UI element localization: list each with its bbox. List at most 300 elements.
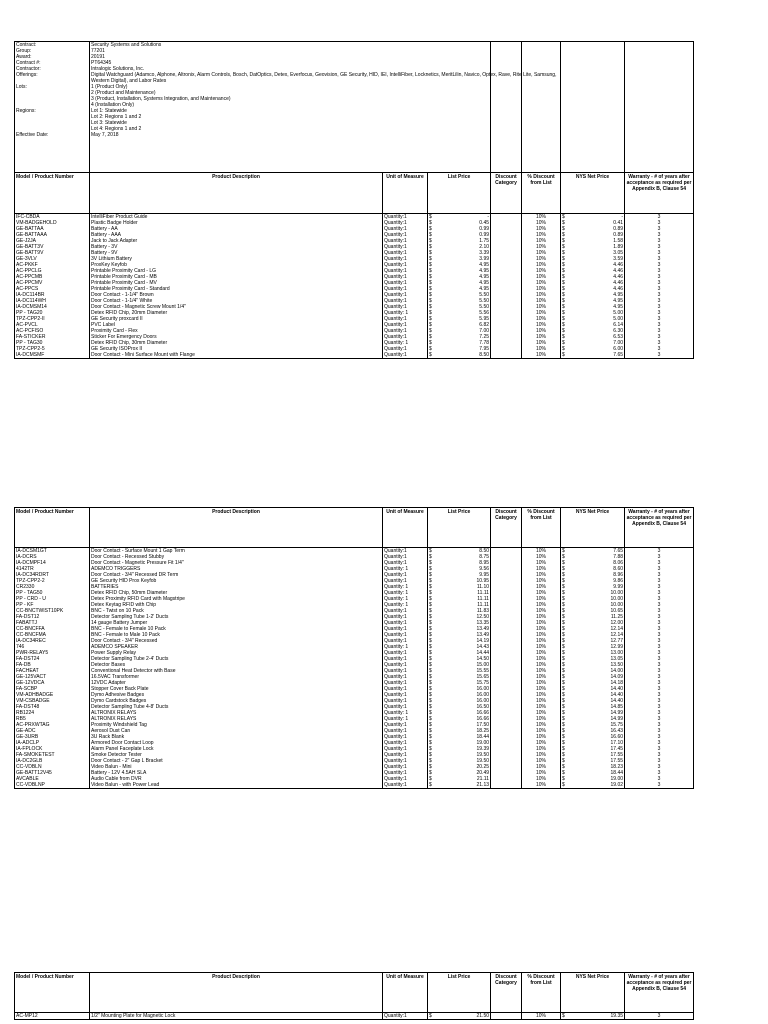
lot-4: 4 (Installation Only) xyxy=(91,102,135,108)
pct-discount: 10% xyxy=(522,280,561,286)
product-description: Smoke Detector Tester xyxy=(90,752,383,758)
list-price: 7.78 xyxy=(479,339,490,346)
net-price-currency: $ xyxy=(561,328,568,334)
net-price: 14.18 xyxy=(610,680,624,686)
net-price-currency: $ xyxy=(561,692,568,698)
net-price: 4.46 xyxy=(613,279,624,286)
unit-of-measure: Quantity:1 xyxy=(383,238,428,244)
warranty-years: 3 xyxy=(625,668,694,674)
list-price: 0.99 xyxy=(479,225,490,232)
label-regions: Regions: xyxy=(16,108,36,114)
pct-discount: 10% xyxy=(522,638,561,644)
pct-discount: 10% xyxy=(522,352,561,359)
pct-discount: 10% xyxy=(522,226,561,232)
list-price-currency: $ xyxy=(428,286,435,292)
list-price-currency: $ xyxy=(428,250,435,256)
list-price-currency: $ xyxy=(428,268,435,274)
unit-of-measure: Quantity: 1 xyxy=(383,716,428,722)
net-price-currency: $ xyxy=(561,280,568,286)
price-list-section-2 xyxy=(14,507,693,789)
model-number: FA-DST48 xyxy=(16,704,40,710)
list-price: - xyxy=(487,213,490,220)
net-price: 9.99 xyxy=(613,584,624,590)
list-price-currency: $ xyxy=(428,584,435,590)
unit-of-measure: Quantity:1 xyxy=(383,728,428,734)
net-price: 8.60 xyxy=(613,566,624,572)
list-price-currency: $ xyxy=(428,328,435,334)
model-number: AC-PPCMB xyxy=(16,273,43,280)
warranty-years: 3 xyxy=(625,704,694,710)
net-price: 4.95 xyxy=(613,291,624,298)
model-number: VM-CSBADGE xyxy=(16,698,50,704)
list-price: 2.10 xyxy=(479,243,490,250)
product-description: PVC Label xyxy=(90,322,383,328)
warranty-years: 3 xyxy=(625,274,694,280)
discount-category xyxy=(491,782,522,789)
warranty-years: 3 xyxy=(625,608,694,614)
net-price: 16.60 xyxy=(610,734,624,740)
warranty-years: 3 xyxy=(625,1013,694,1020)
pct-discount: 10% xyxy=(522,758,561,764)
net-price: 10.00 xyxy=(610,602,624,608)
net-price: 13.05 xyxy=(610,656,624,662)
list-price-currency: $ xyxy=(428,764,435,770)
net-price: 0.89 xyxy=(613,225,624,232)
model-number: 4142TR xyxy=(16,566,34,572)
list-price-currency: $ xyxy=(428,548,435,555)
list-price-currency: $ xyxy=(428,238,435,244)
pct-discount: 10% xyxy=(522,704,561,710)
pct-discount: 10% xyxy=(522,602,561,608)
list-price: 1.75 xyxy=(479,237,490,244)
product-description: BNC - Twist on 10 Pack xyxy=(90,608,383,614)
net-price: 6.30 xyxy=(613,327,624,334)
net-price-currency: $ xyxy=(561,322,568,328)
net-price: 9.86 xyxy=(613,578,624,584)
list-price: 16.50 xyxy=(476,704,490,710)
unit-of-measure: Quantity:1 xyxy=(383,328,428,334)
list-price-currency: $ xyxy=(428,722,435,728)
warranty-years: 3 xyxy=(625,596,694,602)
warranty-years: 3 xyxy=(625,746,694,752)
warranty-years: 3 xyxy=(625,226,694,232)
list-price: 17.50 xyxy=(476,722,490,728)
unit-of-measure: Quantity:1 xyxy=(383,614,428,620)
list-price: 15.75 xyxy=(476,680,490,686)
unit-of-measure: Quantity:1 xyxy=(383,776,428,782)
unit-of-measure: Quantity:1 xyxy=(383,668,428,674)
model-number: IA-DCSM1GT xyxy=(16,548,47,554)
model-number: FA-SCBP xyxy=(16,686,38,692)
list-price: 16.00 xyxy=(476,698,490,704)
product-description: IntelliFiber Product Guide xyxy=(90,213,383,220)
list-price-currency: $ xyxy=(428,680,435,686)
list-price-currency: $ xyxy=(428,316,435,322)
model-number: AC-PPCMV xyxy=(16,279,43,286)
net-price-currency: $ xyxy=(561,578,568,584)
list-price: 8.75 xyxy=(479,554,490,560)
product-description: Detex RFID Chip, 50mm Diameter xyxy=(90,590,383,596)
list-price-currency: $ xyxy=(428,244,435,250)
product-description: Door Contact - Recessed Stubby xyxy=(90,554,383,560)
pct-discount: 10% xyxy=(522,710,561,716)
net-price-currency: $ xyxy=(561,740,568,746)
product-description: Door Contact - 3/4" Recessed xyxy=(90,638,383,644)
pct-discount: 10% xyxy=(522,590,561,596)
header-unit: Unit of Measure xyxy=(383,508,428,548)
list-price-currency: $ xyxy=(428,602,435,608)
model-number: AC-PVCL xyxy=(16,321,38,328)
model-number: RB5 xyxy=(16,716,26,722)
net-price: 17.55 xyxy=(610,758,624,764)
net-price: 19.35 xyxy=(610,1013,624,1019)
price-rows-1 xyxy=(15,213,694,358)
header-unit: Unit of Measure xyxy=(383,173,428,213)
unit-of-measure: Quantity:1 xyxy=(383,256,428,262)
model-number: GE-BATT3V xyxy=(16,243,44,250)
unit-of-measure: Quantity:1 xyxy=(383,632,428,638)
pct-discount: 10% xyxy=(522,560,561,566)
net-price-currency: $ xyxy=(561,734,568,740)
model-number: IA-DC114WH xyxy=(16,297,46,304)
list-price: 16.66 xyxy=(476,710,490,716)
product-description: ALTRONIX RELAYS xyxy=(90,710,383,716)
net-price: 4.95 xyxy=(613,303,624,310)
net-price: 6.53 xyxy=(613,333,624,340)
unit-of-measure: Quantity:1 xyxy=(383,656,428,662)
unit-of-measure: Quantity:1 xyxy=(383,782,428,789)
award-value: 20191 xyxy=(91,54,105,60)
list-price-currency: $ xyxy=(428,692,435,698)
list-price: 4.95 xyxy=(479,261,490,268)
warranty-years: 3 xyxy=(625,740,694,746)
warranty-years: 3 xyxy=(625,346,694,352)
list-price-currency: $ xyxy=(428,578,435,584)
unit-of-measure: Quantity:1 xyxy=(383,674,428,680)
label-award: Award: xyxy=(16,54,32,60)
unit-of-measure: Quantity:1 xyxy=(383,746,428,752)
net-price-currency: $ xyxy=(561,728,568,734)
product-description: 3U Rack Blank xyxy=(90,734,383,740)
warranty-years: 3 xyxy=(625,722,694,728)
model-number: PP - KF xyxy=(16,602,34,608)
list-price: 8.95 xyxy=(479,560,490,566)
net-price-currency: $ xyxy=(561,560,568,566)
product-description: Door Contact - Magnetic Pressure Fit 1/4" xyxy=(90,560,383,566)
unit-of-measure: Quantity:1 xyxy=(383,220,428,226)
table-row xyxy=(15,782,694,789)
net-price: 10.00 xyxy=(610,590,624,596)
pct-discount: 10% xyxy=(522,770,561,776)
warranty-years: 3 xyxy=(625,554,694,560)
list-price: 12.50 xyxy=(476,614,490,620)
warranty-years: 3 xyxy=(625,590,694,596)
unit-of-measure: Quantity:1 xyxy=(383,704,428,710)
price-rows-3 xyxy=(15,1013,694,1020)
net-price: 0.89 xyxy=(613,231,624,238)
net-price-currency: $ xyxy=(561,316,568,322)
list-price-currency: $ xyxy=(428,704,435,710)
unit-of-measure: Quantity:1 xyxy=(383,322,428,328)
net-price-currency: $ xyxy=(561,268,568,274)
unit-of-measure: Quantity:1 xyxy=(383,262,428,268)
unit-of-measure: Quantity:1 xyxy=(383,662,428,668)
pct-discount: 10% xyxy=(522,578,561,584)
net-price: 11.25 xyxy=(610,614,624,620)
net-price: 19.02 xyxy=(610,782,624,788)
model-number: AC-PKKF xyxy=(16,261,38,268)
product-description: ADEMCO TRIGGERS xyxy=(90,566,383,572)
pct-discount: 10% xyxy=(522,334,561,340)
product-description: Detector Sampling Tube 2-4' Ducts xyxy=(90,656,383,662)
header-net-price: NYS Net Price xyxy=(561,973,625,1013)
pct-discount: 10% xyxy=(522,644,561,650)
unit-of-measure: Quantity:1 xyxy=(383,560,428,566)
model-number: CC-BNCFFA xyxy=(16,626,45,632)
list-price-currency: $ xyxy=(428,638,435,644)
net-price-currency: $ xyxy=(561,704,568,710)
unit-of-measure: Quantity:1 xyxy=(383,346,428,352)
model-number: CC-BNCFMA xyxy=(16,632,46,638)
product-description: Detex Proximity RFID Card with Magstripe xyxy=(90,596,383,602)
net-price-currency: $ xyxy=(561,776,568,782)
product-description: 3V Lithium Battery xyxy=(90,256,383,262)
list-price-currency: $ xyxy=(428,256,435,262)
list-price-currency: $ xyxy=(428,782,435,789)
offerings-value: Digital Watchguard (Adamco, Alphone, Altronix, Alarm Controls, Bosch, DatOptics, Detex, Everfocus, Geovision, GE Security, HID, IEI, IntelliFiber, Locknetics, MeritLilin, Navico, Optex, Rave, Rite Lite, Samsung, Western Digital), and Labor Rates xyxy=(91,72,557,84)
warranty-years: 3 xyxy=(625,680,694,686)
net-price: 19.00 xyxy=(610,776,624,782)
net-price-currency: $ xyxy=(561,238,568,244)
warranty-years: 3 xyxy=(625,638,694,644)
list-price: 15.00 xyxy=(476,662,490,668)
list-price-currency: $ xyxy=(428,262,435,268)
unit-of-measure: Quantity:1 xyxy=(383,608,428,614)
list-price-currency: $ xyxy=(428,590,435,596)
net-price-currency: $ xyxy=(561,226,568,232)
net-price-currency: $ xyxy=(561,590,568,596)
list-price: 21.13 xyxy=(476,782,490,788)
net-price-currency: $ xyxy=(561,764,568,770)
model-number: IA-DC114BR xyxy=(16,291,45,298)
model-number: FA-DB xyxy=(16,662,31,668)
list-price-currency: $ xyxy=(428,770,435,776)
model-number: AC-PPCS xyxy=(16,285,39,292)
price-table-3 xyxy=(14,972,694,1020)
product-description: 12VDC Adapter xyxy=(90,680,383,686)
product-description: ADEMCO SPEAKER xyxy=(90,644,383,650)
unit-of-measure: Quantity:1 xyxy=(383,334,428,340)
product-description: Door Contact - Surface Mount 1 Gap Term xyxy=(90,548,383,555)
model-number: PWR-RELAY5 xyxy=(16,650,49,656)
warranty-years: 3 xyxy=(625,698,694,704)
list-price: 21.11 xyxy=(476,776,490,782)
list-price-currency: $ xyxy=(428,608,435,614)
warranty-years: 3 xyxy=(625,734,694,740)
unit-of-measure: Quantity: 1 xyxy=(383,602,428,608)
pct-discount: 10% xyxy=(522,328,561,334)
model-number: AVCABLE xyxy=(16,776,39,782)
pct-discount: 10% xyxy=(522,1013,561,1020)
pct-discount: 10% xyxy=(522,238,561,244)
net-price-currency: $ xyxy=(561,334,568,340)
warranty-years: 3 xyxy=(625,304,694,310)
warranty-years: 3 xyxy=(625,262,694,268)
list-price-currency: $ xyxy=(428,220,435,226)
pct-discount: 10% xyxy=(522,746,561,752)
unit-of-measure: Quantity:1 xyxy=(383,268,428,274)
warranty-years: 3 xyxy=(625,764,694,770)
net-price: 5.00 xyxy=(613,315,624,322)
product-description: Video Balun - with Power Lead xyxy=(90,782,383,789)
warranty-years: 3 xyxy=(625,710,694,716)
region-lot-4: Lot 4: Regions 1 and 2 xyxy=(91,126,142,132)
net-price-currency: $ xyxy=(561,340,568,346)
product-description: Video Balun - Mini xyxy=(90,764,383,770)
model-number: GE-BATTAAA xyxy=(16,231,47,238)
pct-discount: 10% xyxy=(522,244,561,250)
net-price-currency: $ xyxy=(561,232,568,238)
unit-of-measure: Quantity: 1 xyxy=(383,644,428,650)
price-list-section-3 xyxy=(14,972,693,1020)
unit-of-measure: Quantity:1 xyxy=(383,292,428,298)
header-description: Product Description xyxy=(90,173,383,213)
model-number: PP - CRD - U xyxy=(16,596,46,602)
pct-discount: 10% xyxy=(522,698,561,704)
product-description: Dymo Adhesive Badges xyxy=(90,692,383,698)
net-price-currency: $ xyxy=(561,274,568,280)
pct-discount: 10% xyxy=(522,292,561,298)
product-description: Audio Cable from DVR xyxy=(90,776,383,782)
product-description: Sticker For Emergency Doors xyxy=(90,334,383,340)
header-pct-discount: % Discount from List xyxy=(522,508,561,548)
warranty-years: 3 xyxy=(625,644,694,650)
list-price: 15.55 xyxy=(476,668,490,674)
list-price-currency: $ xyxy=(428,226,435,232)
contract-value: Security Systems and Solutions xyxy=(91,42,162,48)
net-price-currency: $ xyxy=(561,608,568,614)
unit-of-measure: Quantity: 1 xyxy=(383,710,428,716)
list-price-currency: $ xyxy=(428,674,435,680)
column-header-row xyxy=(15,973,694,1013)
list-price-currency: $ xyxy=(428,304,435,310)
header-list-price: List Price xyxy=(428,173,491,213)
unit-of-measure: Quantity:1 xyxy=(383,244,428,250)
warranty-years: 3 xyxy=(625,566,694,572)
net-price-currency: $ xyxy=(561,572,568,578)
list-price-currency: $ xyxy=(428,310,435,316)
net-price: 3.59 xyxy=(613,255,624,262)
list-price: 19.00 xyxy=(476,740,490,746)
warranty-years: 3 xyxy=(625,298,694,304)
net-price: 18.23 xyxy=(610,764,624,770)
net-price: 5.00 xyxy=(613,309,624,316)
net-price: 12.14 xyxy=(610,626,624,632)
pct-discount: 10% xyxy=(522,548,561,555)
warranty-years: 3 xyxy=(625,310,694,316)
net-price: 6.14 xyxy=(613,321,624,328)
list-price: 0.45 xyxy=(479,219,490,226)
pct-discount: 10% xyxy=(522,668,561,674)
model-number: GE-BATTAA xyxy=(16,225,44,232)
model-number: FABATTJ xyxy=(16,620,38,626)
net-price-currency: $ xyxy=(561,548,568,555)
unit-of-measure: Quantity: 1 xyxy=(383,596,428,602)
contract-no-value: PT64345 xyxy=(91,60,112,66)
warranty-years: 3 xyxy=(625,316,694,322)
product-description: Printable Proximity Card - MB xyxy=(90,274,383,280)
net-price-currency: $ xyxy=(561,566,568,572)
product-description: Detex RFID Chip, 20mm Diameter xyxy=(90,310,383,316)
model-number: AC-PPCLG xyxy=(16,267,42,274)
list-price: 14.50 xyxy=(476,656,490,662)
pct-discount: 10% xyxy=(522,782,561,789)
warranty-years: 3 xyxy=(625,286,694,292)
product-description: Detector Sampling Tube 1-2' Ducts xyxy=(90,614,383,620)
list-price: 9.56 xyxy=(479,566,490,572)
header-unit: Unit of Measure xyxy=(383,973,428,1013)
list-price-currency: $ xyxy=(428,650,435,656)
pct-discount: 10% xyxy=(522,304,561,310)
product-description: Door Contact - 1-1/4" Brown xyxy=(90,292,383,298)
warranty-years: 3 xyxy=(625,620,694,626)
list-price: 16.00 xyxy=(476,686,490,692)
net-price-currency: $ xyxy=(561,638,568,644)
list-price: 18.44 xyxy=(476,734,490,740)
model-number: FA-DST12 xyxy=(16,614,40,620)
unit-of-measure: Quantity: 1 xyxy=(383,584,428,590)
unit-of-measure: Quantity:1 xyxy=(383,213,428,220)
model-number: TPZ-CPP2-2 xyxy=(16,578,45,584)
column-header-row xyxy=(15,173,694,213)
header-model: Model / Product Number xyxy=(15,508,90,548)
list-price: 11.11 xyxy=(477,602,490,608)
net-price: 14.09 xyxy=(610,674,624,680)
net-price: 17.45 xyxy=(610,746,624,752)
pct-discount: 10% xyxy=(522,298,561,304)
list-price: 7.00 xyxy=(479,327,490,334)
unit-of-measure: Quantity:1 xyxy=(383,752,428,758)
price-rows-2 xyxy=(15,548,694,789)
unit-of-measure: Quantity:1 xyxy=(383,734,428,740)
pct-discount: 10% xyxy=(522,268,561,274)
warranty-years: 3 xyxy=(625,674,694,680)
warranty-years: 3 xyxy=(625,322,694,328)
net-price-currency: $ xyxy=(561,1013,568,1020)
net-price: 12.00 xyxy=(610,620,624,626)
net-price: 8.06 xyxy=(613,560,624,566)
list-price: 13.49 xyxy=(476,626,490,632)
header-discount-category: Discount Category xyxy=(491,508,522,548)
list-price: 0.99 xyxy=(479,231,490,238)
list-price-currency: $ xyxy=(428,686,435,692)
price-table-2 xyxy=(14,507,694,789)
net-price: 14.40 xyxy=(610,698,624,704)
header-pct-discount: % Discount from List xyxy=(522,973,561,1013)
net-price-currency: $ xyxy=(561,782,568,789)
warranty-years: 3 xyxy=(625,340,694,346)
model-number: FA-SMOKETEST xyxy=(16,752,55,758)
header-warranty: Warranty - # of years after acceptance as required per Appendix B, Clause 54 xyxy=(625,508,694,548)
warranty-years: 3 xyxy=(625,292,694,298)
list-price: 8.50 xyxy=(479,548,490,554)
header-discount-category: Discount Category xyxy=(491,173,522,213)
unit-of-measure: Quantity:1 xyxy=(383,250,428,256)
warranty-years: 3 xyxy=(625,614,694,620)
pct-discount: 10% xyxy=(522,316,561,322)
net-price: - xyxy=(621,213,624,220)
net-price: 6.00 xyxy=(613,345,624,352)
